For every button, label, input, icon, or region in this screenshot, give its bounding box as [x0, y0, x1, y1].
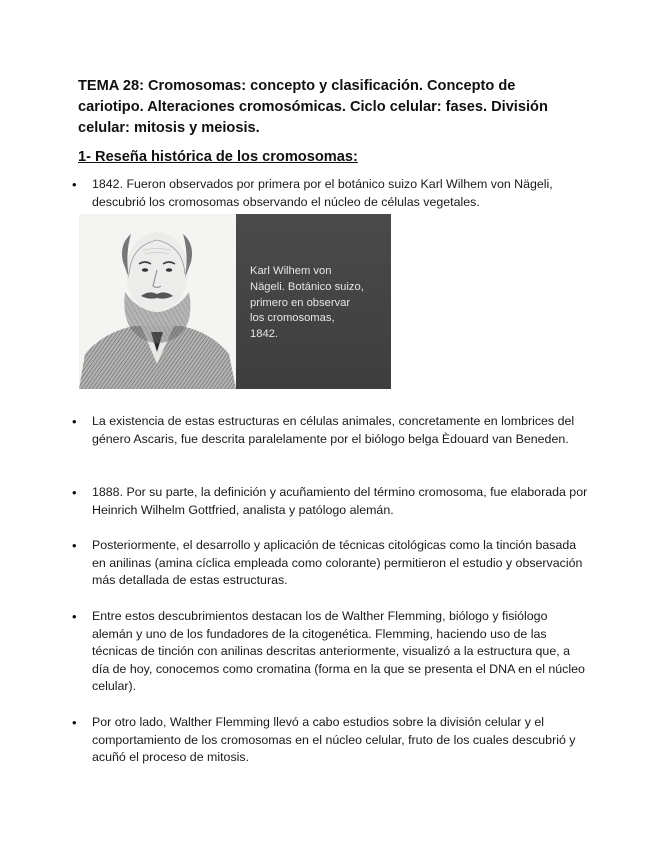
- list-item-text: 1888. Por su parte, la definición y acuñamiento del término cromosoma, fue elaborada por Heinrich Wilhelm Gottfried, analista y patólogo alemán.: [92, 485, 588, 517]
- portrait-engraving: [79, 214, 236, 389]
- bullet-marker: •: [72, 414, 77, 429]
- bullet-marker: •: [72, 609, 77, 624]
- caption-line: Nägeli. Botánico suizo,: [250, 280, 364, 293]
- caption-line: primero en observar: [250, 296, 351, 309]
- bullet-marker: •: [72, 715, 77, 730]
- list-item-text: Entre estos descubrimientos destacan los de Walther Flemming, biólogo y fisiólogo alemán y uno de los fundadores de la citogenética. Flemming, haciendo uso de las técnicas de tinción con anilinas descritas anteriormente, visualizó a la estructura que, a día de hoy, conocemos como cromatina (forma en la que se presenta el DNA en el núcleo celular).: [92, 609, 585, 694]
- list-item-text: Posteriormente, el desarrollo y aplicación de técnicas citológicas como la tinción basada en anilinas (amina cíclica empleada como colorante) permitieron el estudio y observación más detallada de estas estructuras.: [92, 538, 583, 588]
- document-title: TEMA 28: Cromosomas: concepto y clasificación. Concepto de cariotipo. Alteraciones cromosómicas. Ciclo celular: fases. División celular: mitosis y meiosis.: [78, 78, 548, 136]
- caption-panel: [236, 214, 391, 389]
- list-item-text: 1842. Fueron observados por primera por el botánico suizo Karl Wilhem von Nägeli, descubrió los cromosomas observando el núcleo de células vegetales.: [92, 177, 553, 209]
- list-item-text: Por otro lado, Walther Flemming llevó a cabo estudios sobre la división celular y el comportamiento de los cromosomas en el núcleo celular, fruto de los cuales descubrió y acuñó el proceso de mitosis.: [92, 715, 576, 765]
- caption-line: Karl Wilhem von: [250, 265, 332, 277]
- caption-line: los cromosomas,: [250, 312, 335, 325]
- caption-line: 1842.: [250, 328, 278, 341]
- figure-nageli: [79, 214, 391, 389]
- section-heading: 1- Reseña histórica de los cromosomas:: [78, 149, 358, 165]
- figure-caption: [250, 264, 378, 343]
- list-item-text: La existencia de estas estructuras en células animales, concretamente en lombrices del género Ascaris, fue descrita paralelamente por el biólogo belga Èdouard van Beneden.: [92, 414, 575, 446]
- bullet-marker: •: [72, 177, 77, 192]
- bullet-marker: •: [72, 538, 77, 553]
- bullet-marker: •: [72, 485, 77, 500]
